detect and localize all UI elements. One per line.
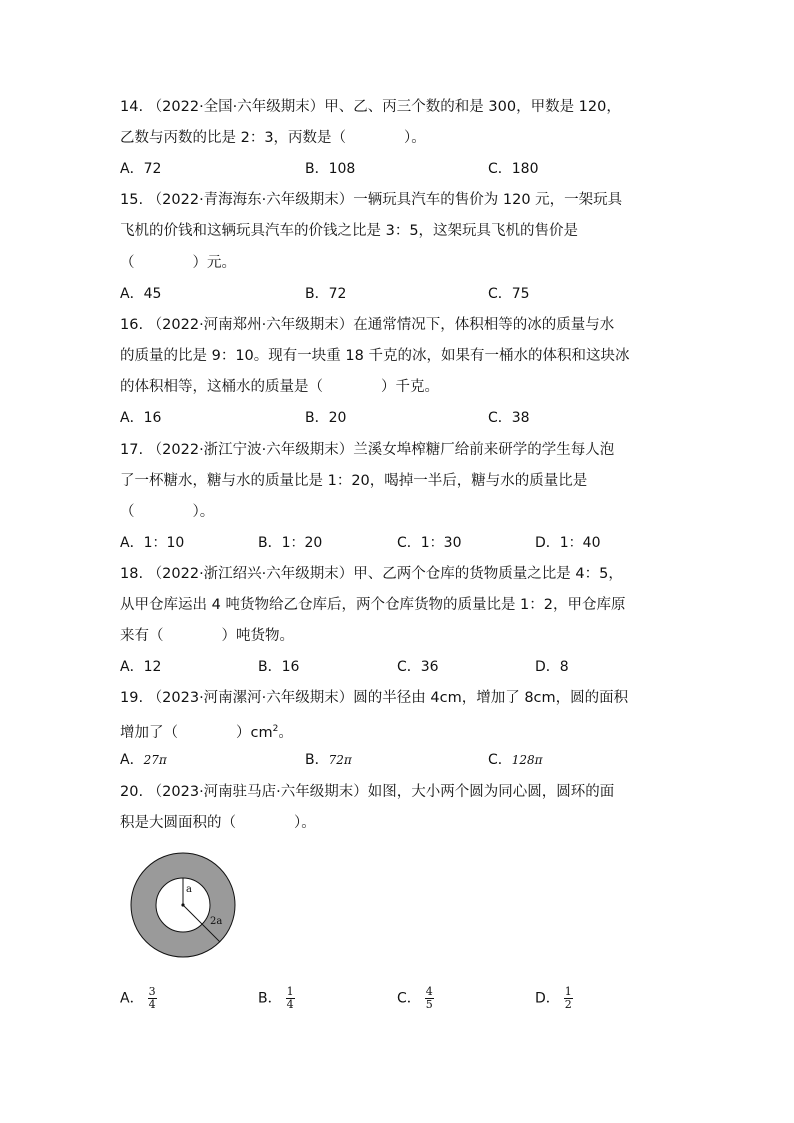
- q20-option-c-denominator: 5: [425, 998, 433, 1011]
- q19-option-b: [305, 750, 352, 770]
- q17-option-a: A．1：10: [120, 535, 185, 551]
- q16-line-1: 16. （2022·河南郑州·六年级期末）在通常情况下，体积相等的冰的质量与水: [120, 317, 615, 333]
- q15-option-b: B．72: [305, 286, 347, 302]
- q20-option-c-fraction: [425, 986, 434, 1011]
- q14-option-c: C．180: [488, 161, 539, 177]
- inner-radius-label: a: [186, 884, 192, 895]
- q19-option-a-value: 27π: [143, 753, 167, 767]
- q19-option-c: [488, 750, 543, 770]
- q20-option-a-numerator: 3: [148, 985, 156, 998]
- q19-option-a: [120, 750, 167, 770]
- q17-line-1: 17. （2022·浙江宁波·六年级期末）兰溪女埠榨糖厂给前来研学的学生每人泡: [120, 442, 615, 458]
- q17-line-3: （ ）。: [120, 504, 215, 520]
- q18-option-c: C．36: [397, 659, 439, 675]
- q18-line-1: 18. （2022·浙江绍兴·六年级期末）甲、乙两个仓库的货物质量之比是 4：5，: [120, 566, 623, 582]
- outer-radius-label: 2a: [210, 916, 223, 927]
- q19-line-2-text: 增加了（ ）cm: [120, 724, 273, 741]
- q18-option-b: B．16: [258, 659, 300, 675]
- q20-option-c-numerator: 4: [425, 985, 433, 998]
- q18-line-3: 来有（ ）吨货物。: [120, 628, 294, 644]
- q19-option-c-value: 128π: [511, 753, 543, 767]
- q20-option-a-fraction: [148, 986, 157, 1011]
- q14-line-2: 乙数与丙数的比是 2：3，丙数是（ ）。: [120, 130, 426, 146]
- q20-option-d-fraction: [564, 986, 573, 1011]
- q18-line-2: 从甲仓库运出 4 吨货物给乙仓库后，两个仓库货物的质量比是 1：2，甲仓库原: [120, 597, 626, 613]
- q16-line-3: 的体积相等，这桶水的质量是（ ）千克。: [120, 379, 439, 395]
- q20-option-b: [258, 986, 295, 1011]
- q20-option-b-letter: B．: [258, 990, 282, 1007]
- q18-option-a: A．12: [120, 659, 162, 675]
- q15-option-a: A．45: [120, 286, 162, 302]
- q20-option-b-numerator: 1: [286, 985, 294, 998]
- q20-option-c-letter: C．: [397, 990, 421, 1007]
- q19-option-a-letter: A．: [120, 752, 144, 768]
- q20-option-b-denominator: 4: [286, 998, 294, 1011]
- q18-option-d: D．8: [535, 659, 569, 675]
- q15-line-2: 飞机的价钱和这辆玩具汽车的价钱之比是 3：5，这架玩具飞机的售价是: [120, 223, 579, 239]
- q15-option-c: C．75: [488, 286, 530, 302]
- q19-line-2-tail: 。: [278, 724, 293, 741]
- q17-option-c: C．1：30: [397, 535, 462, 551]
- q20-option-a-denominator: 4: [148, 998, 156, 1011]
- q16-line-2: 的质量的比是 9：10。现有一块重 18 千克的冰，如果有一桶水的体积和这块冰: [120, 348, 630, 364]
- q19-unit-exponent: 2: [272, 724, 279, 734]
- q15-line-1: 15. （2022·青海海东·六年级期末）一辆玩具汽车的售价为 120 元，一架玩具: [120, 192, 623, 208]
- q20-line-2: 积是大圆面积的（ ）。: [120, 815, 316, 831]
- q20-option-d-numerator: 1: [564, 985, 572, 998]
- q16-option-c: C．38: [488, 410, 530, 426]
- q19-option-b-value: 72π: [328, 753, 352, 767]
- q19-line-2: [120, 719, 293, 743]
- q20-option-c: [397, 986, 434, 1011]
- q15-line-3: （ ）元。: [120, 255, 236, 271]
- q20-option-b-fraction: [286, 986, 295, 1011]
- q17-option-b: B．1：20: [258, 535, 323, 551]
- q16-option-b: B．20: [305, 410, 347, 426]
- q20-option-a: [120, 986, 157, 1011]
- q14-option-a: A．72: [120, 161, 162, 177]
- q19-option-b-letter: B．: [305, 752, 329, 768]
- q16-option-a: A．16: [120, 410, 162, 426]
- q20-option-d: [535, 986, 573, 1011]
- q20-option-d-letter: D．: [535, 990, 560, 1007]
- concentric-circles-figure: [130, 852, 240, 962]
- q14-option-b: B．108: [305, 161, 356, 177]
- q20-option-a-letter: A．: [120, 990, 144, 1007]
- q17-option-d: D．1：40: [535, 535, 601, 551]
- q20-option-d-denominator: 2: [564, 998, 572, 1011]
- q19-line-1: 19. （2023·河南漯河·六年级期末）圆的半径由 4cm，增加了 8cm，圆的面积: [120, 690, 629, 706]
- q20-line-1: 20. （2023·河南驻马店·六年级期末）如图，大小两个圆为同心圆，圆环的面: [120, 784, 615, 800]
- q14-line-1: 14. （2022·全国·六年级期末）甲、乙、丙三个数的和是 300，甲数是 120，: [120, 99, 621, 115]
- q19-option-c-letter: C．: [488, 752, 512, 768]
- q17-line-2: 了一杯糖水，糖与水的质量比是 1：20，喝掉一半后，糖与水的质量比是: [120, 473, 588, 489]
